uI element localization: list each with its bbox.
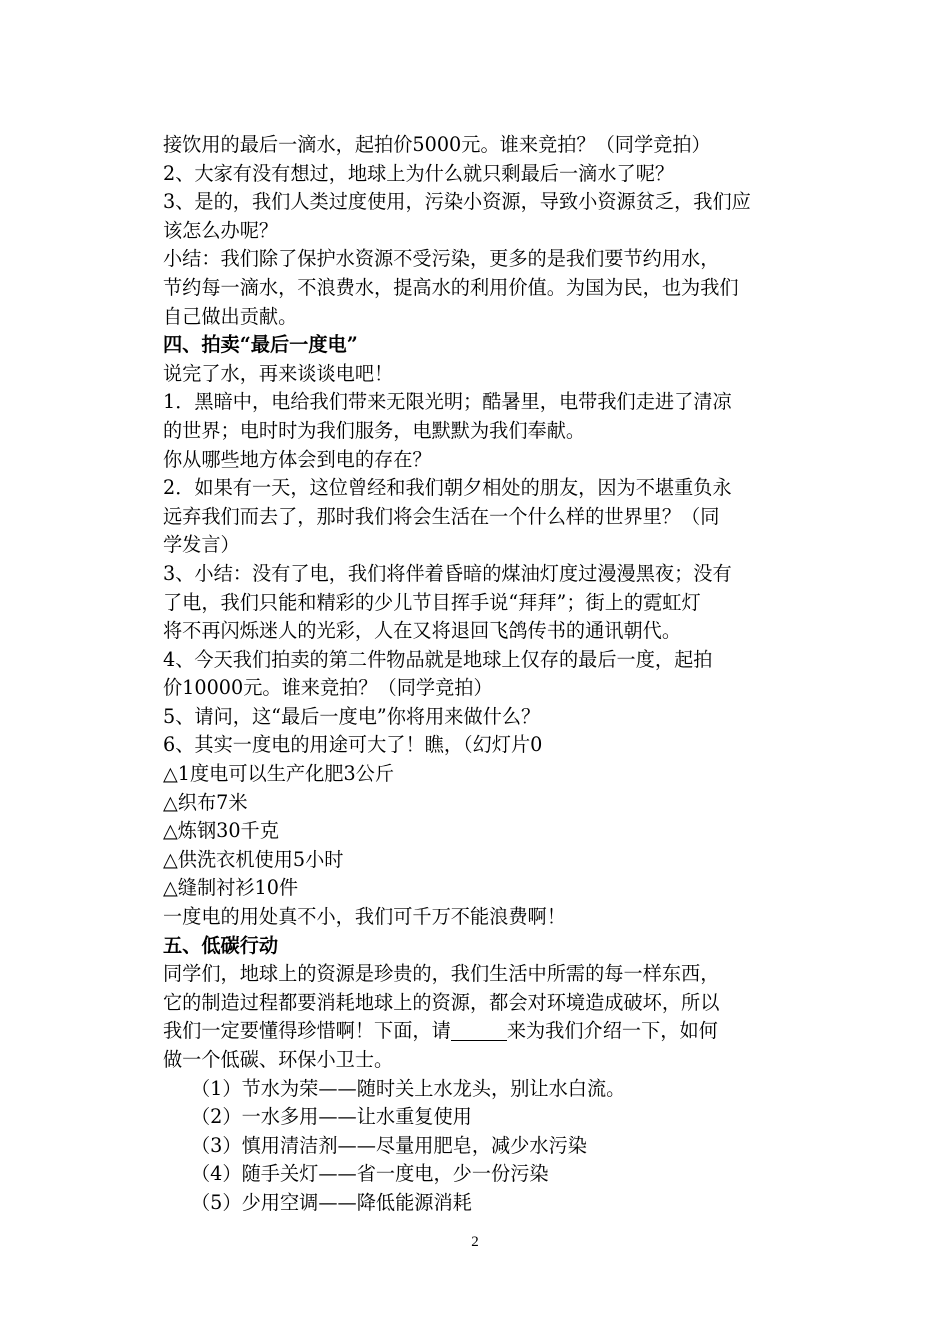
text-line: 价10000元。谁来竞拍？（同学竞拍） [163, 676, 493, 700]
bullet-line: △1度电可以生产化肥3公斤 [163, 762, 395, 786]
text-line: 3、小结：没有了电，我们将伴着昏暗的煤油灯度过漫漫黑夜；没有 [163, 561, 732, 585]
list-item: （5）少用空调——降低能源消耗 [191, 1190, 472, 1214]
text-line: 接饮用的最后一滴水，起拍价5000元。谁来竞拍？（同学竞拍） [163, 133, 711, 156]
text-line: 同学们，地球上的资源是珍贵的，我们生活中所需的每一样东西， [163, 962, 720, 986]
page-number: 2 [471, 1234, 479, 1250]
text-line: 节约每一滴水，不浪费水，提高水的利用价值。为国为民，也为我们 [163, 275, 739, 299]
text-line: 5、请问，这“最后一度电”你将用来做什么？ [163, 704, 541, 728]
text-line: 做一个低碳、环保小卫士。 [163, 1048, 394, 1071]
list-item: （2）一水多用——让水重复使用 [191, 1105, 472, 1129]
bullet-line: △炼钢30千克 [163, 819, 279, 843]
summary-line: 小结：我们除了保护水资源不受污染，更多的是我们要节约用水， [163, 247, 720, 271]
bullet-line: △织布7米 [163, 790, 248, 814]
text-line: 说完了水，再来谈谈电吧！ [163, 361, 394, 385]
bullet-line: △供洗衣机使用5小时 [163, 847, 344, 871]
fill-in-line [163, 1017, 791, 1046]
text-line: 2、大家有没有想过，地球上为什么就只剩最后一滴水了呢？ [163, 161, 675, 185]
text-line: 4、今天我们拍卖的第二件物品就是地球上仅存的最后一度，起拍 [163, 647, 713, 671]
text-line: 自己做出贡献。 [163, 304, 298, 328]
section-heading-5: 五、低碳行动 [163, 933, 279, 957]
text-line: 远弃我们而去了，那时我们将会生活在一个什么样的世界里？（同 [163, 504, 720, 528]
list-item: （3）慎用清洁剂——尽量用肥皂，减少水污染 [191, 1133, 587, 1157]
text-line: 1．黑暗中，电给我们带来无限光明；酷暑里，电带我们走进了清凉 [163, 390, 732, 414]
text-line: 了电，我们只能和精彩的少儿节目挥手说“拜拜”；街上的霓虹灯 [163, 590, 701, 614]
text-line: 将不再闪烁迷人的光彩，人在又将退回飞鸽传书的通讯朝代。 [163, 619, 682, 643]
text-line: 6、其实一度电的用途可大了！瞧，（幻灯片0 [163, 733, 543, 757]
document-body [163, 131, 791, 1218]
text-line: 学发言） [163, 533, 240, 557]
text-line: 你从哪些地方体会到电的存在？ [163, 447, 432, 471]
text-line: 的世界；电时时为我们服务，电默默为我们奉献。 [163, 418, 586, 442]
text-line: 3、是的，我们人类过度使用，污染小资源，导致小资源贫乏，我们应 [163, 190, 751, 214]
list-item: （1）节水为荣——随时关上水龙头，别让水白流。 [191, 1076, 626, 1100]
text-line: 该怎么办呢？ [163, 218, 279, 242]
text-line: 一度电的用处真不小，我们可千万不能浪费啊！ [163, 905, 566, 929]
text-line: 它的制造过程都要消耗地球上的资源，都会对环境造成破坏，所以 [163, 990, 720, 1014]
section-heading-4: 四、拍卖“最后一度电” [163, 333, 358, 357]
list-item: （4）随手关灯——省一度电，少一份污染 [191, 1162, 549, 1186]
fill-in-after: 来为我们介绍一下，如何 [506, 1019, 718, 1043]
bullet-line: △缝制衬衫10件 [163, 876, 299, 900]
fill-in-before: 我们一定要懂得珍惜啊！下面，请 [163, 1019, 451, 1043]
fill-in-blank [451, 1020, 507, 1041]
text-line: 2．如果有一天，这位曾经和我们朝夕相处的朋友，因为不堪重负永 [163, 476, 732, 500]
